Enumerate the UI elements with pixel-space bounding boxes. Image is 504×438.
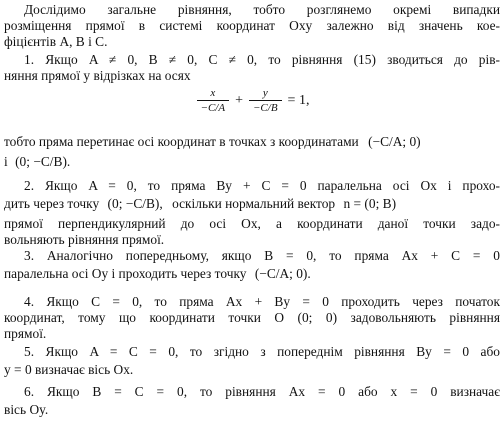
intercept-formula <box>0 88 504 122</box>
formula-numerator-x: x <box>210 87 216 99</box>
case1-line-1: 1. Якщо A ≠ 0, B ≠ 0, C ≠ 0, то рівняння (15) зводиться до рів- <box>24 52 500 67</box>
case1-line-3 <box>4 134 500 150</box>
formula-plus: + <box>235 93 243 108</box>
intro-line-2: розміщення прямої в системі координат Oxy залежно від значень кое- <box>4 18 500 33</box>
intro-line-3: фіцієнтів A, B і C. <box>4 34 108 49</box>
case1-line-3-text: тобто пряма перетинає осі координат в точках з координатами <box>4 134 359 149</box>
formula-fraction-y <box>249 88 282 114</box>
case3-line-2 <box>4 266 500 282</box>
case2-line-2-a: дить через точку <box>4 196 100 211</box>
case1-point-2: (0; −C/B). <box>15 154 71 169</box>
case5-line-1: 5. Якщо A = C = 0, то згідно з попереднім рівняння By = 0 або <box>24 344 500 359</box>
case2-line-2-b: оскільки нормальний вектор <box>172 196 336 211</box>
formula-fraction-x <box>197 88 230 114</box>
formula-denominator-y: −C/B <box>249 100 282 114</box>
case3-line-1: 3. Аналогічно попередньому, якщо B = 0, то пряма Ax + C = 0 <box>24 248 500 263</box>
case4-line-1: 4. Якщо C = 0, то пряма Ax + By = 0 проходить через початок <box>24 294 500 309</box>
case3-line-2-a: паралельна осі Oy і проходить через точку <box>4 266 247 281</box>
case1-point-1: (−C/A; 0) <box>368 134 421 149</box>
case5-line-2: y = 0 визначає вісь Ox. <box>4 362 134 377</box>
intro-line-1: Дослідимо загальне рівняння, тобто розглянемо окремі випадки <box>24 2 500 17</box>
case2-point: (0; −C/B), <box>107 196 163 211</box>
formula-numerator-y: y <box>262 87 268 99</box>
case1-line-4-prefix: і <box>4 154 8 169</box>
case4-line-3: прямої. <box>4 326 47 341</box>
case4-line-2: координат, тому що координати точки O (0; 0) задовольняють рівняння <box>4 310 500 325</box>
case3-point: (−C/A; 0). <box>254 266 311 281</box>
formula-denominator-x: −C/A <box>197 100 230 114</box>
case2-line-2 <box>4 196 500 212</box>
formula-rhs: = 1, <box>287 93 310 108</box>
case2-line-1: 2. Якщо A = 0, то пряма By + C = 0 паралельна осі Ox і прохо- <box>24 178 500 193</box>
case6-line-2: вісь Oy. <box>4 402 49 417</box>
case1-line-2: няння прямої у відрізках на осях <box>4 68 191 83</box>
case2-line-3: прямої перпендикулярний до осі Ox, а координати даної точки задо- <box>4 216 500 231</box>
case6-line-1: 6. Якщо B = C = 0, то рівняння Ax = 0 або x = 0 визначає <box>24 384 500 399</box>
case2-line-4: вольняють рівняння прямої. <box>4 232 165 247</box>
case1-line-4 <box>4 154 500 170</box>
case2-normal-vector: n = (0; B) <box>343 196 397 211</box>
